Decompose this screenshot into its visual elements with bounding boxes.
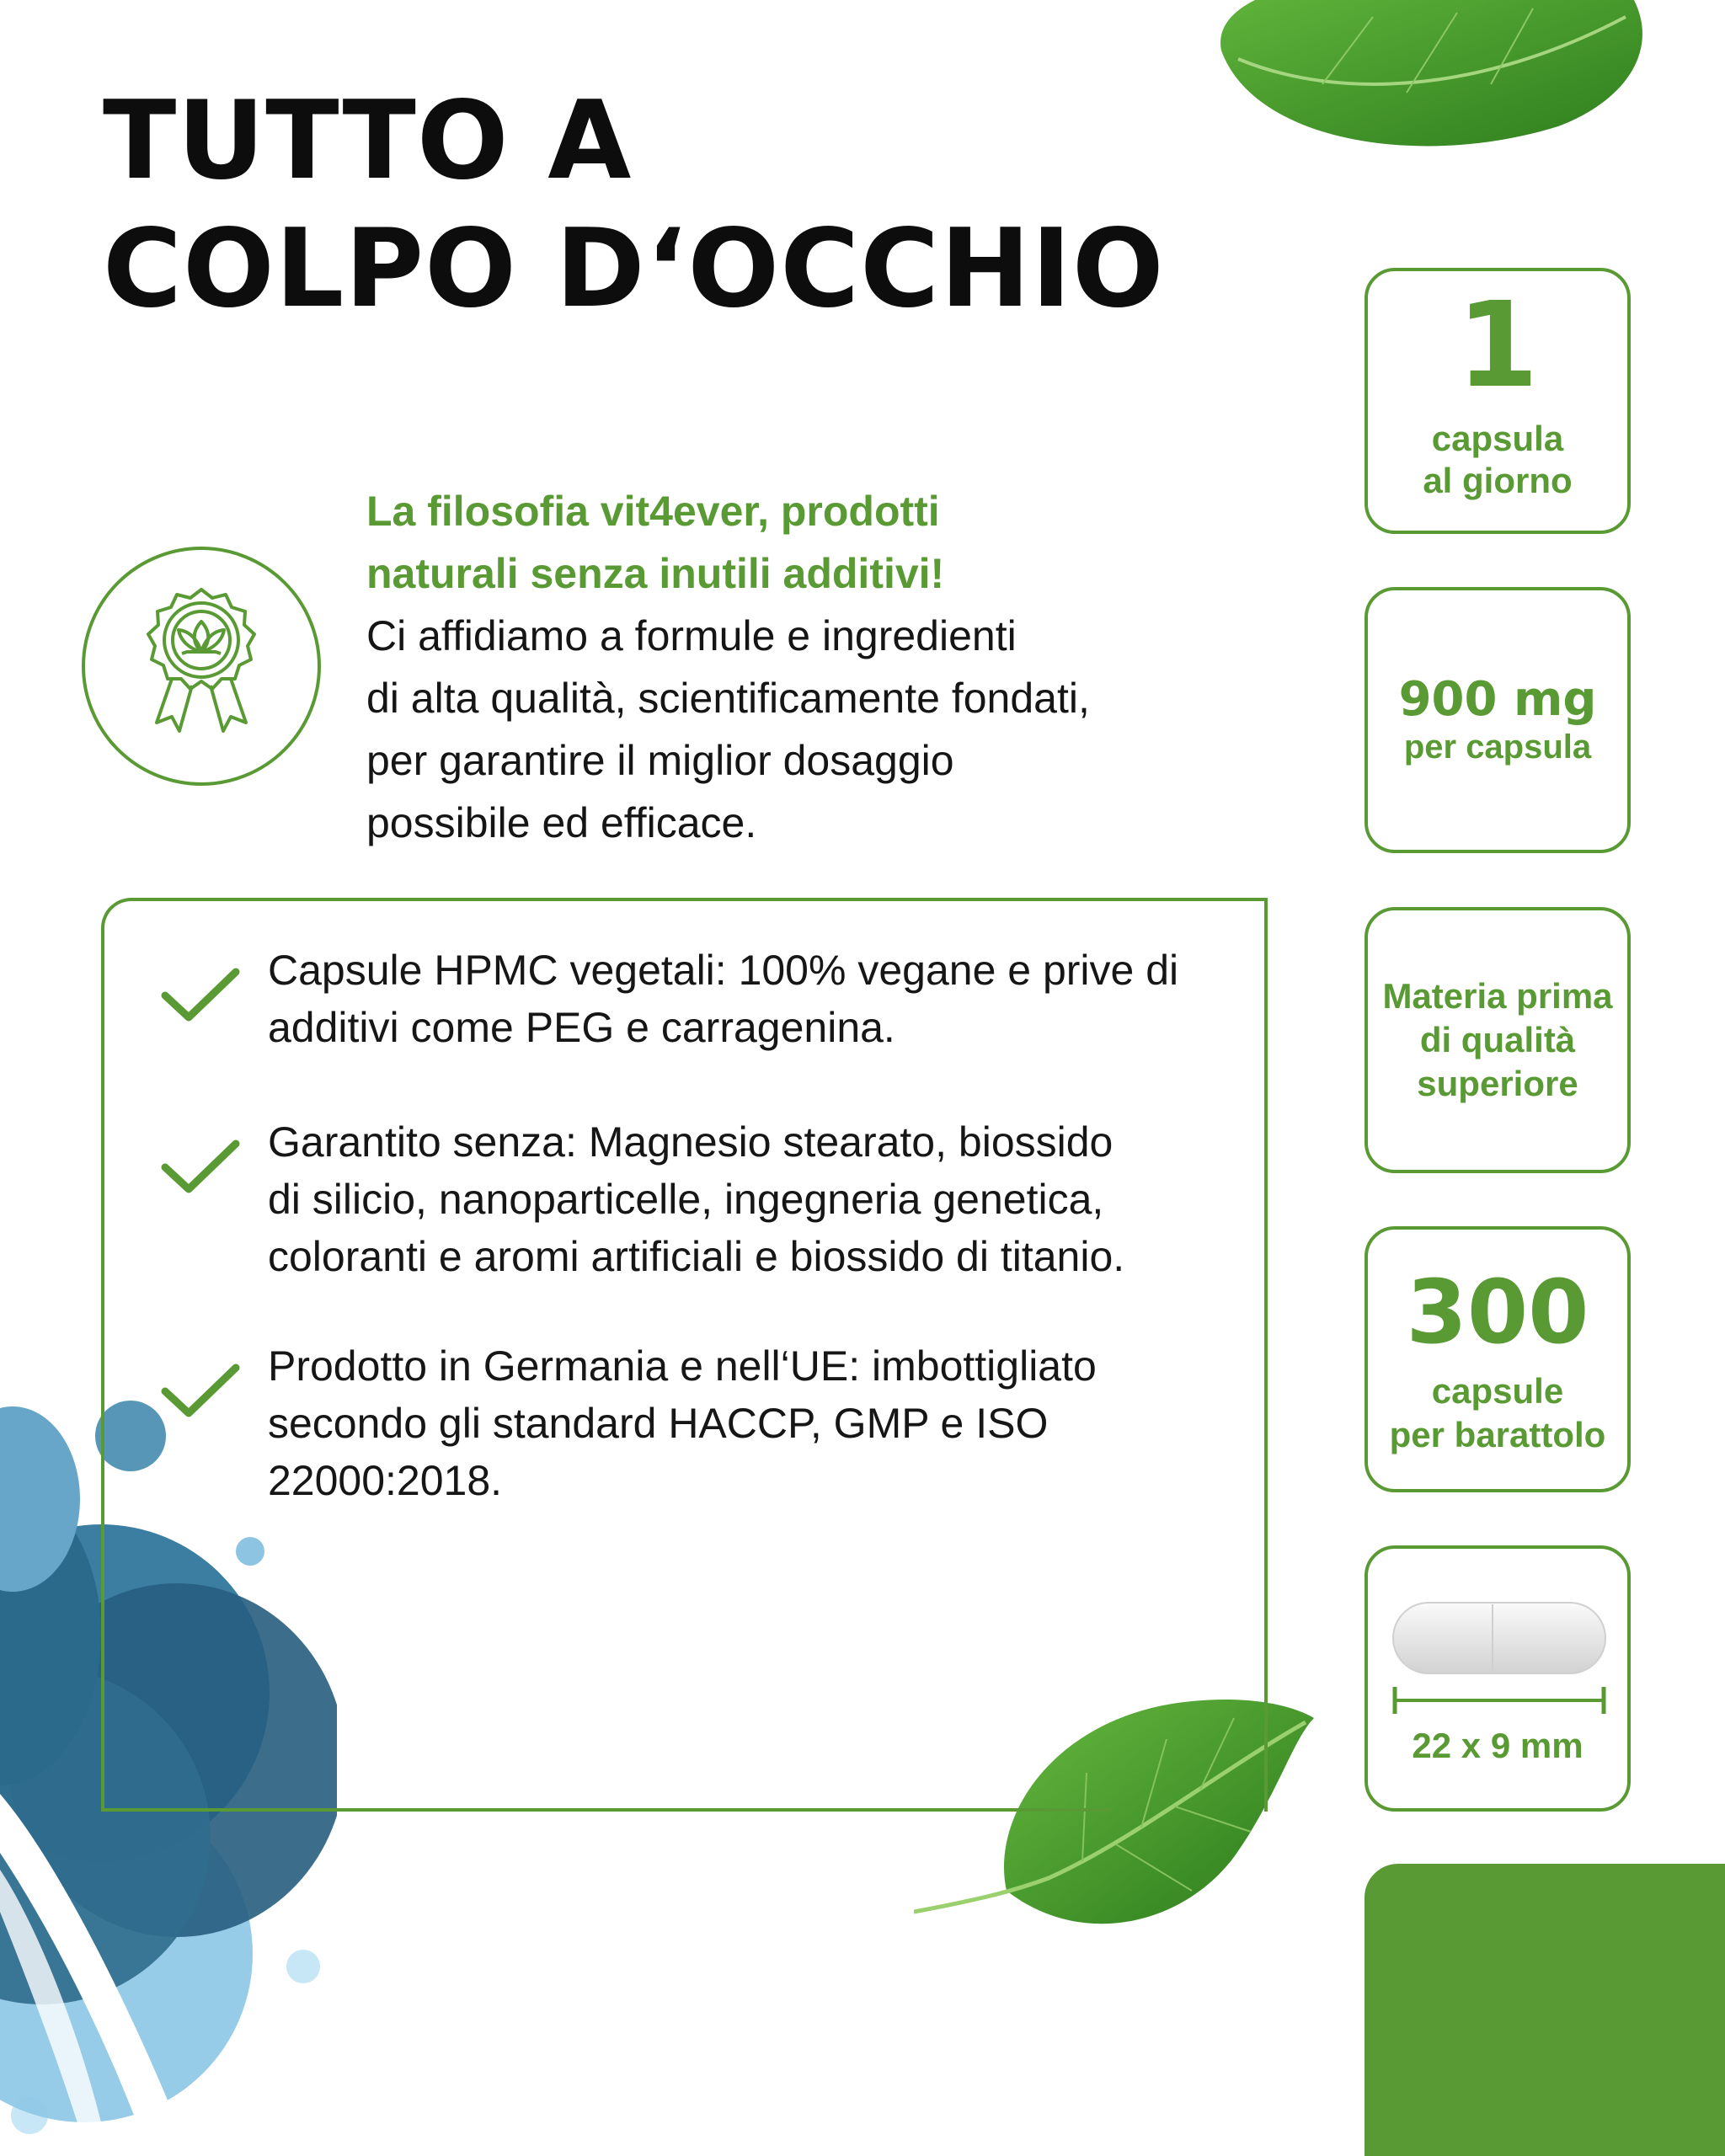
feature-line: Capsule HPMC vegetali: 100% vegane e prive di <box>268 947 1179 994</box>
stat-card-capsule-size <box>1365 1545 1631 1812</box>
philosophy-heading-line: La filosofia vit4ever, prodotti <box>366 488 940 535</box>
stat-card-daily-dose <box>1365 268 1631 534</box>
philosophy-heading-line: naturali senza inutili additivi! <box>366 550 945 597</box>
stat-value: 1 <box>1456 277 1539 414</box>
leaf-decoration-top <box>1204 0 1659 160</box>
stat-label: di qualità <box>1419 1020 1576 1059</box>
stat-value: 300 <box>1406 1261 1589 1364</box>
feature-text <box>268 942 1178 1056</box>
stat-card-capsule-weight <box>1365 587 1631 853</box>
stat-label: per capsula <box>1403 728 1592 766</box>
stat-label: superiore <box>1417 1064 1578 1103</box>
philosophy-body-line: Ci affidiamo a formule e ingredienti <box>366 612 1017 659</box>
stat-label: per barattolo <box>1389 1415 1606 1454</box>
stat-label: al giorno <box>1423 461 1573 500</box>
feature-line: secondo gli standard HACCP, GMP e ISO <box>268 1400 1049 1447</box>
philosophy-body-line: per garantire il miglior dosaggio <box>366 737 954 784</box>
philosophy-section <box>366 480 1209 854</box>
quality-badge-icon <box>81 546 322 787</box>
stat-label: Materia prima <box>1382 976 1613 1016</box>
checkmark-icon <box>160 1137 241 1196</box>
capsule-size-label: 22 x 9 mm <box>1412 1726 1583 1765</box>
feature-line: 22000:2018. <box>268 1457 503 1504</box>
title-line-1: TUTTO A <box>103 78 633 204</box>
feature-line: di silicio, nanoparticelle, ingegneria genetica, <box>268 1176 1104 1223</box>
stat-label: capsula <box>1431 419 1564 458</box>
stat-label: capsule <box>1431 1371 1564 1411</box>
feature-line: Garantito senza: Magnesio stearato, biossido <box>268 1118 1114 1166</box>
stat-card-capsule-count <box>1365 1226 1631 1492</box>
checkmark-icon <box>160 1361 241 1420</box>
feature-line: Prodotto in Germania e nell‘UE: imbottigliato <box>268 1342 1097 1390</box>
page-title <box>103 77 1165 334</box>
title-line-2: COLPO D‘OCCHIO <box>103 206 1165 332</box>
dimension-line-icon <box>1391 1684 1607 1717</box>
checkmark-icon <box>160 965 241 1024</box>
philosophy-body <box>366 605 1209 854</box>
philosophy-heading <box>366 480 1209 605</box>
feature-line: coloranti e aromi artificiali e biossido di titanio. <box>268 1233 1125 1280</box>
philosophy-body-line: possibile ed efficace. <box>366 799 757 846</box>
green-corner-block <box>1365 1864 1725 2156</box>
philosophy-body-line: di alta qualità, scientificamente fondati, <box>366 675 1090 722</box>
feature-line: additivi come PEG e carragenina. <box>268 1004 895 1051</box>
capsule-icon <box>1391 1601 1607 1675</box>
stat-value: 900 mg <box>1398 672 1597 727</box>
feature-text <box>268 1113 1124 1285</box>
feature-text <box>268 1337 1097 1509</box>
stat-card-quality <box>1365 907 1631 1173</box>
